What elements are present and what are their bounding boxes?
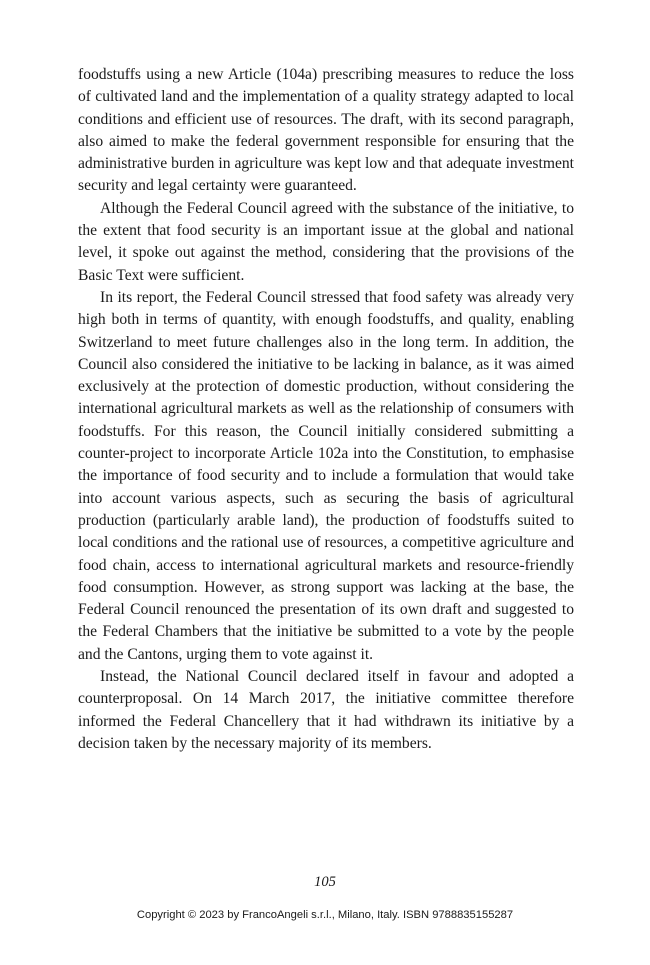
paragraph: foodstuffs using a new Article (104a) prescribing measures to reduce the loss of cultivated land and the implementation of a quality strategy adapted to local conditions and efficient use of resources. The draft, with its second paragraph, also aimed to make the federal government responsible for ensuring that the administrative burden in agriculture was kept low and that adequate investment security and legal certainty were guaranteed.: [78, 66, 574, 195]
paragraph: Although the Federal Council agreed with the substance of the initiative, to the extent that food security is an important issue at the global and national level, it spoke out against the method, considering that the provisions of the Basic Text were sufficient.: [78, 199, 574, 284]
paragraph: Instead, the National Council declared itself in favour and adopted a counterproposal. On 14 March 2017, the initiative committee therefore informed the Federal Chancellery that it had withdrawn its initiative by a decision taken by the necessary majority of its members.: [78, 668, 574, 752]
paragraph: In its report, the Federal Council stressed that food safety was already very high both in terms of quantity, with enough foodstuffs, and quality, enabling Switzerland to meet future challenges also in the long term. In addition, the Council also considered the initiative to be lacking in balance, as it was aimed exclusively at the protection of domestic production, without considering the international agricultural markets as well as the relationship of consumers with foodstuffs. For this reason, the Council initially considered submitting a counter-project to incorporate Article 102a into the Constitution, to emphasise the importance of food security and to include a formulation that would take into account various aspects, such as securing the basis of agricultural production (particularly arable land), the production of foodstuffs suited to local conditions and the rational use of resources, a competitive agriculture and food chain, access to international agricultural markets and resource-friendly food consumption. However, as strong support was lacking at the base, the Federal Council renounced the presentation of its own draft and suggested to the Federal Chambers that the initiative be submitted to a vote by the people and the Cantons, urging them to vote against it.: [78, 288, 574, 663]
page-number: 105: [314, 874, 336, 890]
document-body: [78, 64, 574, 755]
copyright-notice: Copyright © 2023 by FrancoAngeli s.r.l., Milano, Italy. ISBN 9788835155287: [136, 909, 514, 921]
